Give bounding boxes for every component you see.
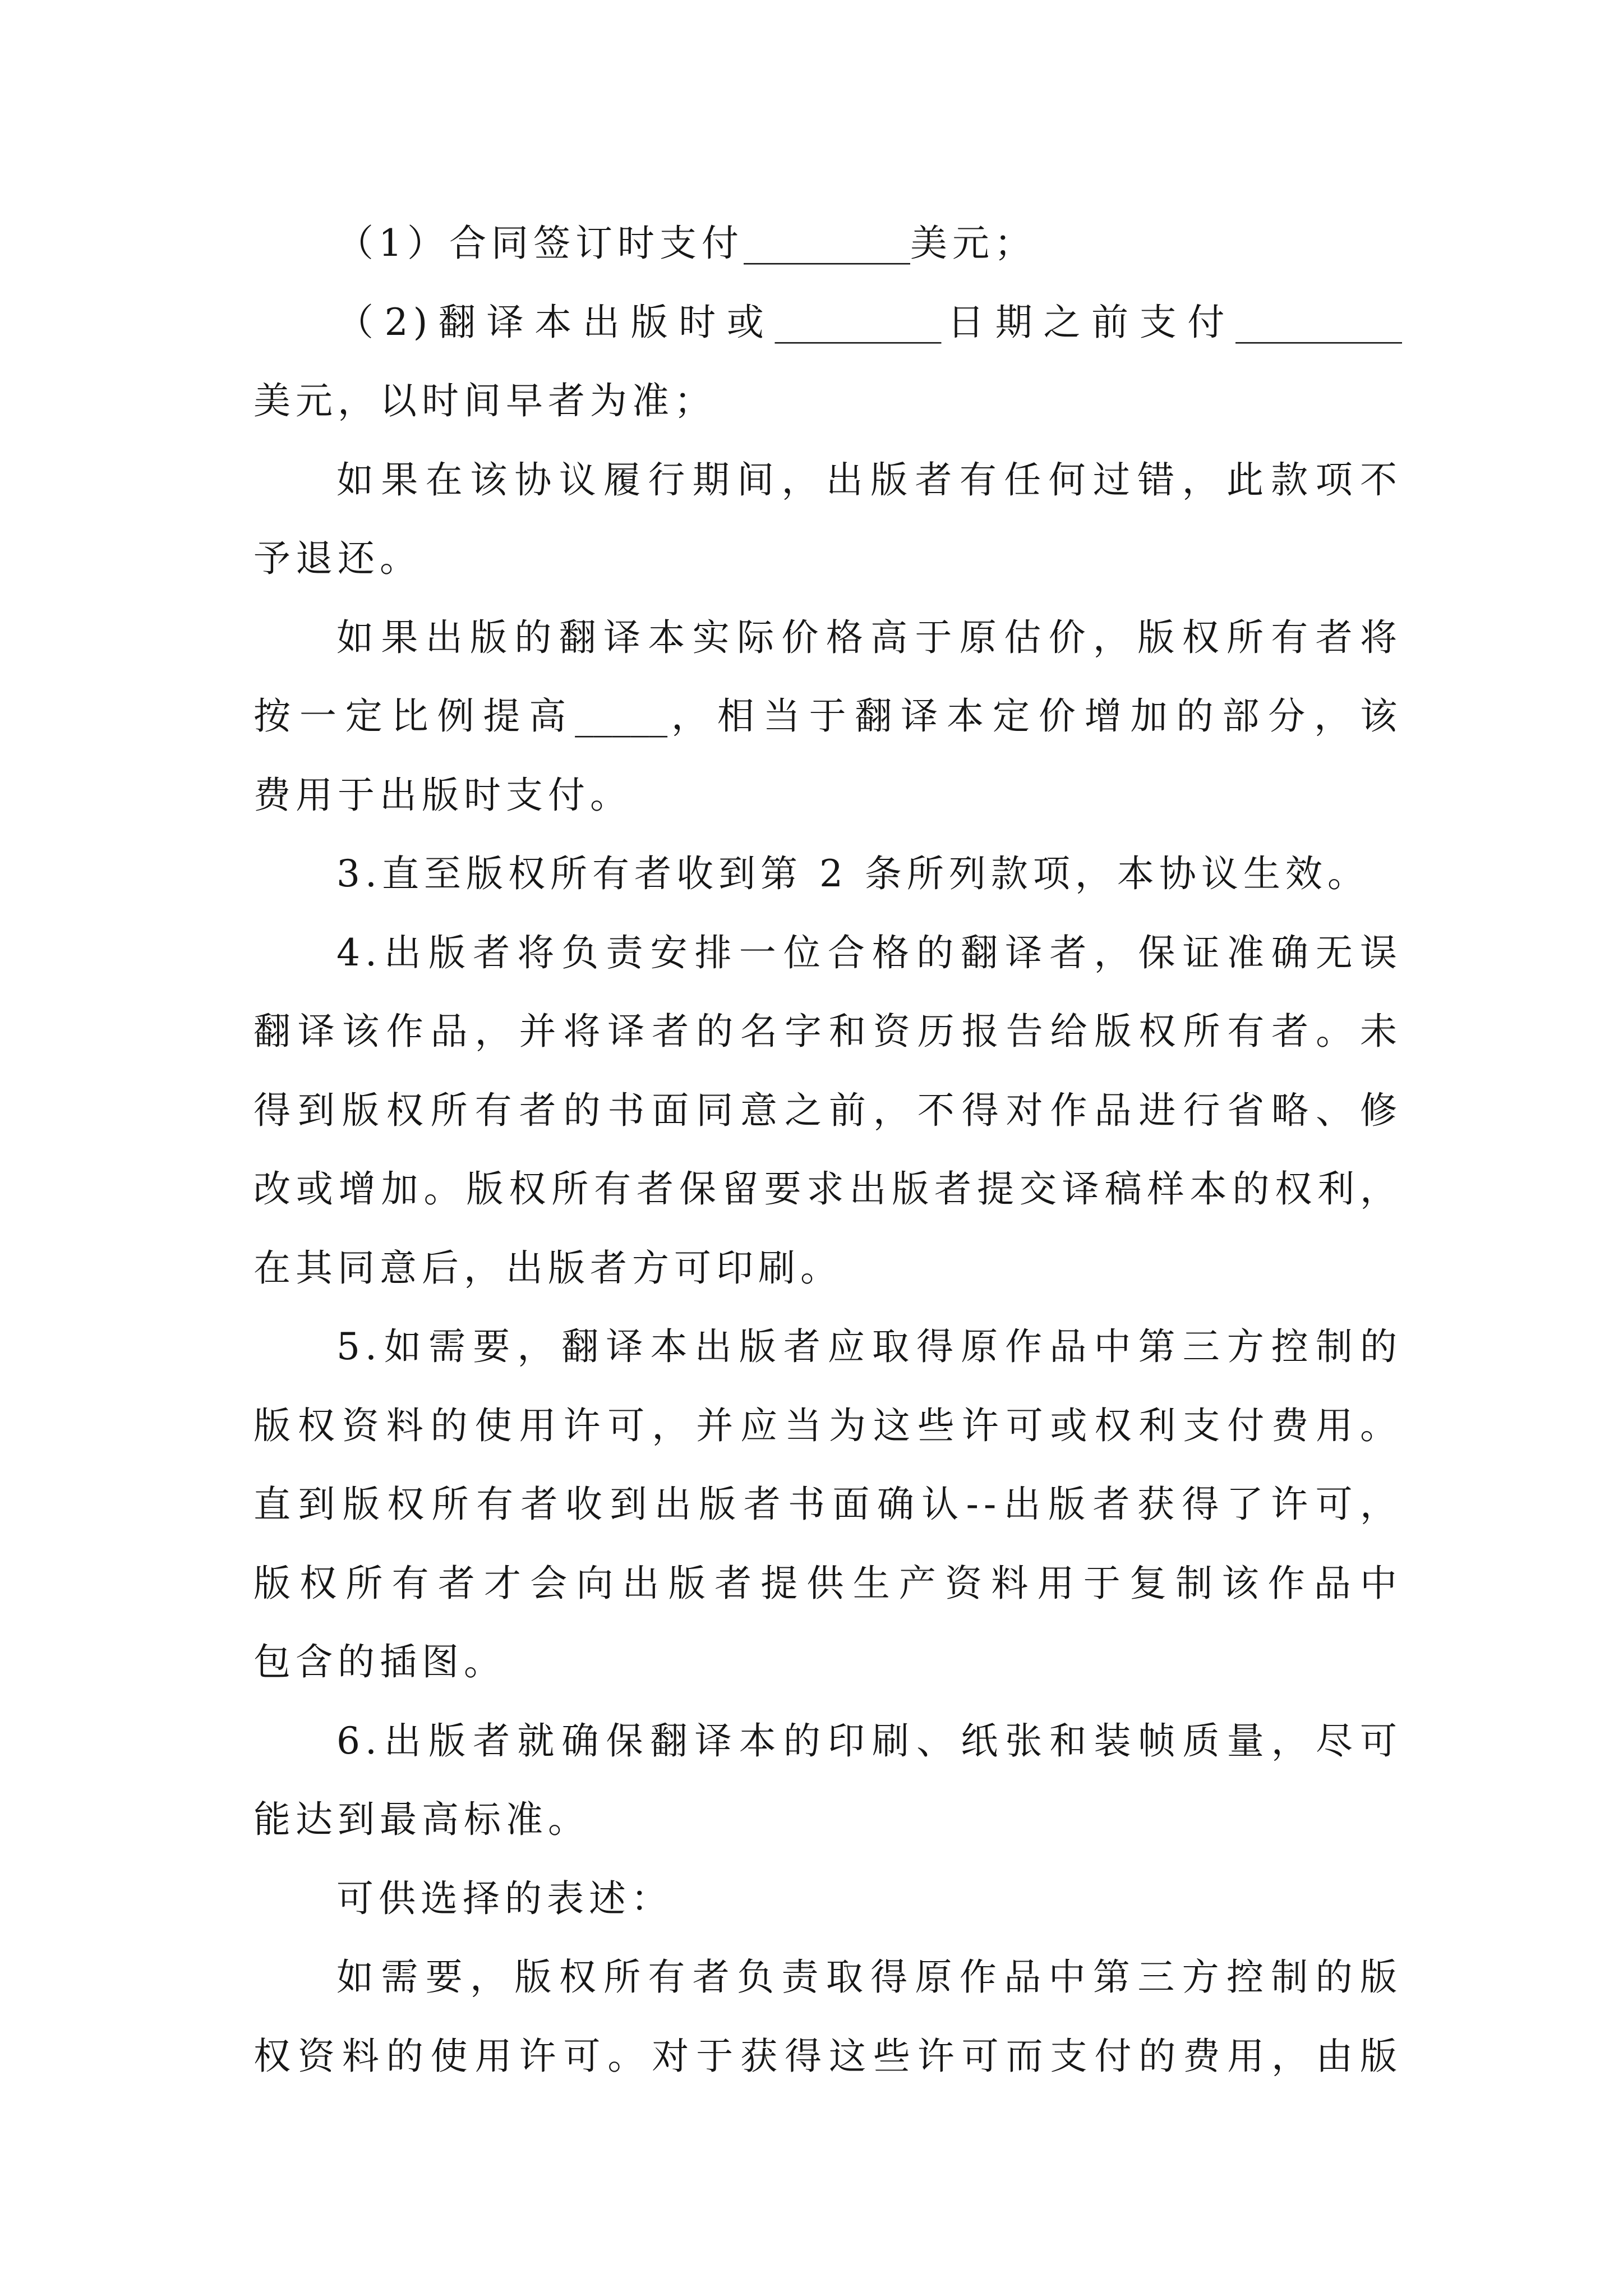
paragraph <box>253 914 1402 1308</box>
blank-fill-line: _________ <box>774 300 942 344</box>
blank-fill-line: _________ <box>1235 300 1402 344</box>
text-line: 在其同意后，出版者方可印刷。 <box>253 1246 842 1290</box>
text-line: 直到版权所有者收到出版者书面确认--出版者获得了许可， <box>253 1483 1402 1526</box>
document-body <box>253 204 1402 2096</box>
paragraph <box>253 1308 1402 1702</box>
text-line: 费用于出版时支付。 <box>253 773 632 817</box>
paragraph <box>253 1860 1402 1939</box>
paragraph <box>253 1938 1402 2096</box>
text-line: 包含的插图。 <box>253 1640 506 1683</box>
text-line: （2)翻译本出版时或_________日期之前支付_________ <box>336 300 1402 344</box>
text-line: 如果出版的翻译本实际价格高于原估价，版权所有者将 <box>336 615 1402 659</box>
paragraph <box>253 835 1402 914</box>
text-line: 4.出版者将负责安排一位合格的翻译者，保证准确无误 <box>336 931 1402 974</box>
text-line: 6.出版者就确保翻译本的印刷、纸张和装帧质量，尽可 <box>336 1719 1402 1763</box>
text-line: 如需要，版权所有者负责取得原作品中第三方控制的版 <box>336 1955 1402 1999</box>
text-line: 3.直至版权所有者收到第 2 条所列款项，本协议生效。 <box>336 852 1370 895</box>
text-line: 美元，以时间早者为准； <box>253 379 716 422</box>
text-line: 权资料的使用许可。对于获得这些许可而支付的费用，由版 <box>253 2034 1402 2078</box>
text-line: 可供选择的表述： <box>336 1876 673 1920</box>
text-line: 翻译该作品，并将译者的名字和资历报告给版权所有者。未 <box>253 1010 1402 1053</box>
blank-fill-line: _____ <box>575 694 668 738</box>
text-line: 能达到最高标准。 <box>253 1798 590 1841</box>
text-line: 予退还。 <box>253 537 422 580</box>
paragraph <box>253 204 1402 283</box>
text-line: 得到版权所有者的书面同意之前，不得对作品进行省略、修 <box>253 1088 1402 1132</box>
paragraph <box>253 441 1402 599</box>
paragraph <box>253 283 1402 441</box>
text-line: （1）合同签订时支付_________美元； <box>336 222 1036 265</box>
text-line: 5.如需要，翻译本出版者应取得原作品中第三方控制的 <box>336 1325 1402 1368</box>
paragraph <box>253 599 1402 835</box>
paragraph <box>253 1702 1402 1860</box>
text-line: 如果在该协议履行期间，出版者有任何过错，此款项不 <box>336 458 1402 501</box>
text-line: 按一定比例提高_____，相当于翻译本定价增加的部分，该 <box>253 694 1402 738</box>
blank-fill-line: _________ <box>744 222 910 265</box>
text-line: 版权资料的使用许可，并应当为这些许可或权利支付费用。 <box>253 1404 1402 1447</box>
text-line: 版权所有者才会向出版者提供生产资料用于复制该作品中 <box>253 1561 1402 1605</box>
text-line: 改或增加。版权所有者保留要求出版者提交译稿样本的权利， <box>253 1167 1402 1211</box>
